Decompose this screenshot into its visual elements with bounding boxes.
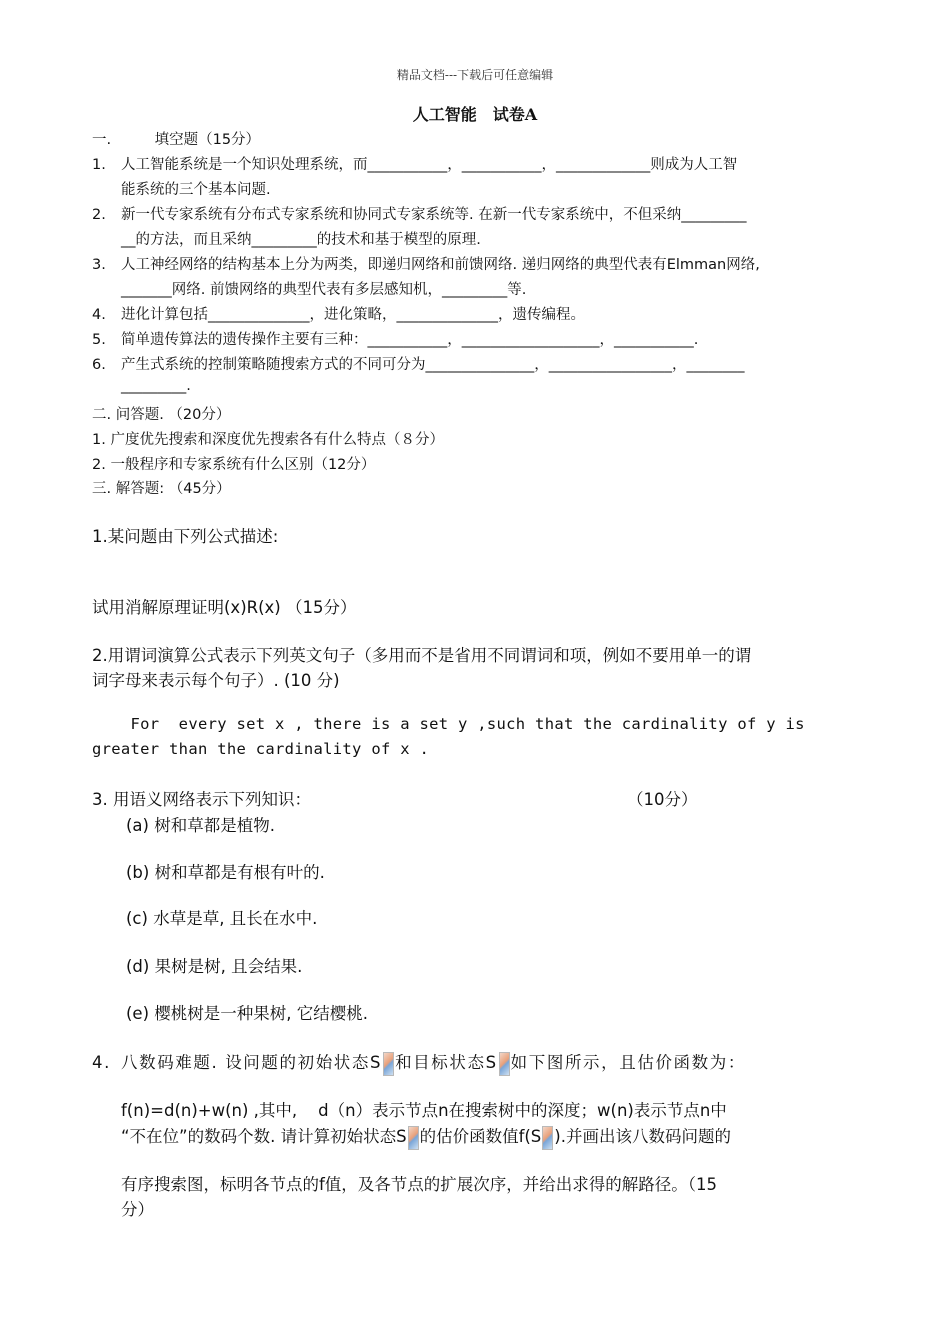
subscript-image-icon — [408, 1126, 419, 1150]
question-1-3-cont: _______网络. 前馈网络的典型代表有多层感知机，_________等. — [121, 282, 527, 298]
question-1-3 — [92, 253, 760, 274]
subscript-image-icon — [542, 1126, 553, 1150]
question-2-2: 2. 一般程序和专家系统有什么区别（12分） — [92, 457, 376, 473]
question-text: 人工神经网络的结构基本上分为两类，即递归网络和前馈网络. 递归网络的典型代表有Elmman网络, — [121, 257, 760, 273]
question-number: 5. — [92, 332, 106, 348]
question-3-1-intro: 1.某问题由下列公式描述: — [92, 527, 279, 546]
question-text: 简单遗传算法的遗传操作主要有三种：___________，___________________，___________. — [121, 332, 699, 348]
question-number: 4. — [92, 307, 106, 323]
knowledge-item-b: (b) 树和草都是有根有叶的. — [126, 863, 325, 882]
question-3-4-line-3 — [121, 1123, 731, 1150]
section-heading-fill-in: 一. 填空题（15分） — [92, 132, 261, 148]
section-heading-solve: 三. 解答题: （45分） — [92, 481, 231, 497]
question-number: 3. — [92, 257, 106, 273]
question-3-4-line-5: 分） — [121, 1200, 154, 1219]
question-1-2 — [92, 203, 746, 224]
subscript-image-icon — [383, 1052, 394, 1076]
question-3-2-cont: 词字母来表示每个句子）. (10 分) — [92, 671, 340, 690]
question-1-1-cont: 能系统的三个基本问题. — [121, 182, 271, 198]
question-3-4-line-2: f(n)=d(n)+w(n) ,其中, d（n）表示节点n在搜索树中的深度；w(n)表示节点n中 — [121, 1101, 727, 1120]
knowledge-item-c: (c) 水草是草, 且长在水中. — [126, 909, 318, 928]
question-text: 的估价函数值f(S — [419, 1127, 542, 1146]
question-text: 产生式系统的控制策略随搜索方式的不同可分为_______________，_________________，________ — [121, 357, 745, 373]
knowledge-item-a: (a) 树和草都是植物. — [126, 816, 275, 835]
question-text: 八数码难题. 设问题的初始状态S — [121, 1053, 383, 1072]
question-1-6 — [92, 353, 745, 374]
english-sentence-line-1: For every set x , there is a set y ,such that the cardinality of y is — [92, 715, 805, 733]
section-heading-qa: 二. 问答题. （20分） — [92, 407, 231, 423]
knowledge-item-d: (d) 果树是树, 且会结果. — [126, 957, 303, 976]
knowledge-item-e: (e) 樱桃树是一种果树, 它结樱桃. — [126, 1004, 369, 1023]
question-2-1: 1. 广度优先搜索和深度优先搜索各有什么特点（８分） — [92, 432, 444, 448]
question-1-6-cont: _________. — [121, 378, 191, 394]
question-1-5 — [92, 328, 698, 349]
question-text: 新一代专家系统有分布式专家系统和协同式专家系统等. 在新一代专家系统中，不但采纳_________ — [121, 207, 747, 223]
question-text: 和目标状态S — [395, 1053, 498, 1072]
question-3-4 — [92, 1049, 746, 1076]
question-text: 如下图所示，且估价函数为： — [510, 1053, 746, 1072]
subscript-image-icon — [499, 1052, 510, 1076]
question-3-1-prove: 试用消解原理证明(x)R(x) （15分） — [92, 598, 357, 617]
question-number: 1. — [92, 157, 106, 173]
question-3-3: 3. 用语义网络表示下列知识： — [92, 790, 311, 809]
question-3-2: 2.用谓词演算公式表示下列英文句子（多用而不是省用不同谓词和项，例如不要用单一的谓 — [92, 646, 752, 665]
question-number: 4. — [92, 1053, 111, 1072]
question-1-1 — [92, 153, 737, 174]
question-number: 6. — [92, 357, 106, 373]
question-1-2-cont: __的方法，而且采纳_________的技术和基于模型的原理. — [121, 232, 481, 248]
page-header: 精品文档---下载后可任意编辑 — [396, 68, 554, 82]
question-text: ).并画出该八数码问题的 — [554, 1127, 731, 1146]
question-number: 2. — [92, 207, 106, 223]
question-text: “不在位”的数码个数. 请计算初始状态S — [121, 1127, 407, 1146]
page-title: 人工智能 试卷A — [412, 105, 538, 124]
question-1-4 — [92, 303, 585, 324]
english-sentence-line-2: greater than the cardinality of x . — [92, 740, 430, 758]
question-text: 进化计算包括______________，进化策略，______________，遗传编程。 — [121, 307, 585, 323]
question-3-3-score: （10分） — [627, 790, 698, 809]
question-text: 人工智能系统是一个知识处理系统，而___________，___________，_____________则成为人工智 — [121, 157, 738, 173]
question-3-4-line-4: 有序搜索图，标明各节点的f值，及各节点的扩展次序，并给出求得的解路径。（15 — [121, 1175, 718, 1194]
